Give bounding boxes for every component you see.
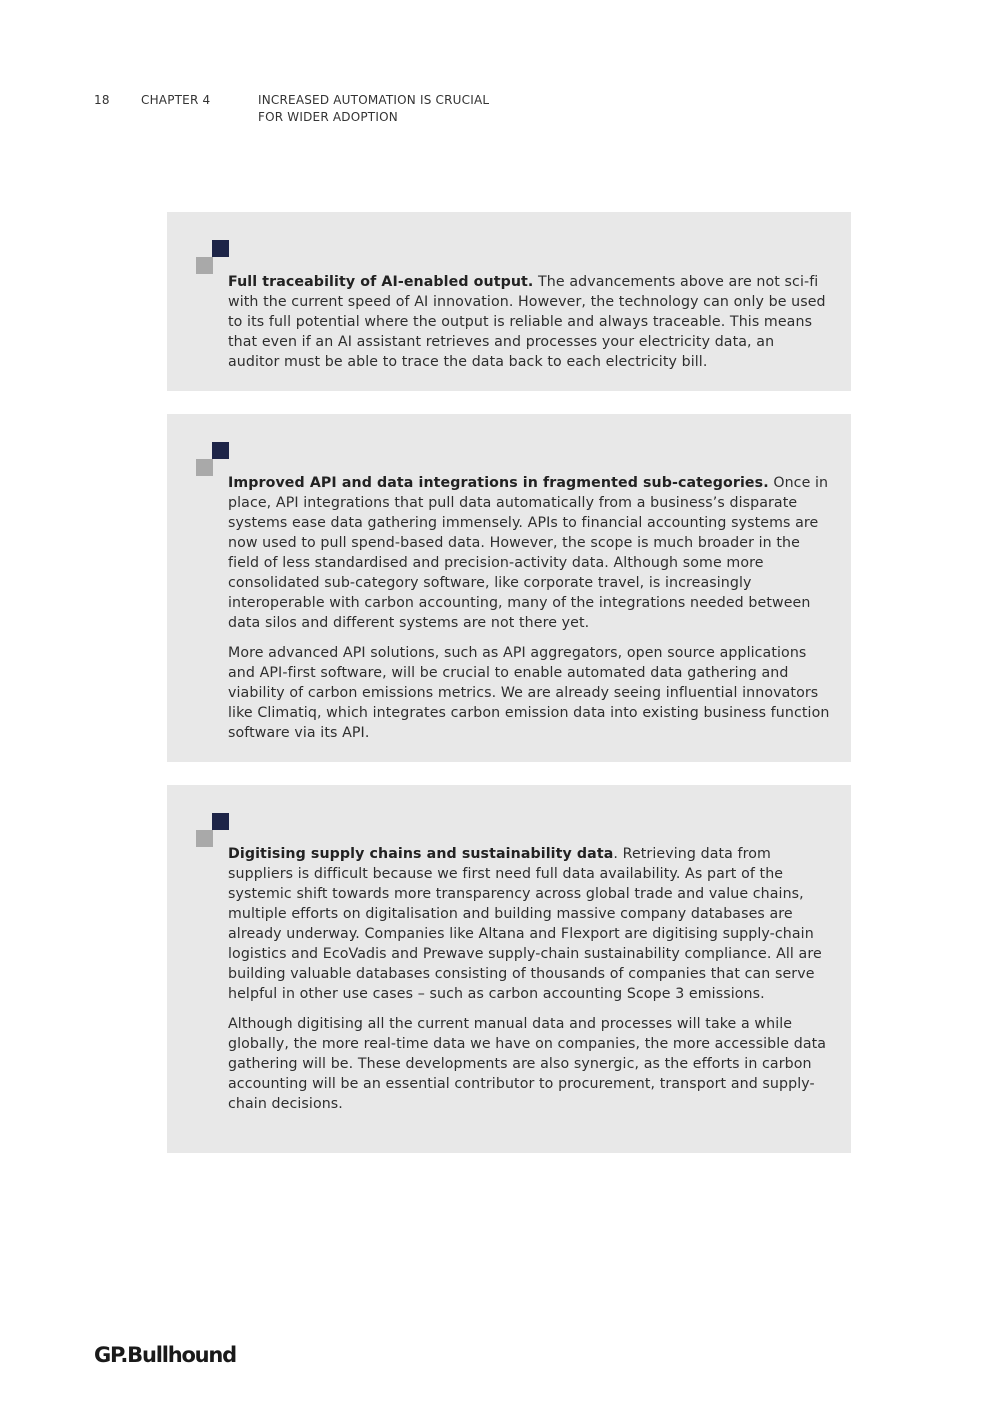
paragraph-body: . Retrieving data from suppliers is difficult because we first need full data availability. As part of the systemic shift towards more transparency across global trade and value chains, multiple efforts on digitalisation and building massive company databases are already underway. Companies like Altana and Flexport are digitising supply-chain logistics and EcoVadis and Prewave supply-chain sustainability compliance. All are building valuable databases consisting of thousands of companies that can serve helpful in other use cases – such as carbon accounting Scope 3 emissions. [228, 846, 822, 1002]
bullet-squares-icon [196, 240, 230, 274]
paragraph [228, 844, 830, 1004]
paragraph-body: The advancements above are not sci-fi with the current speed of AI innovation. However, the technology can only be used to its full potential where the output is reliable and always traceable. This means that even if an AI assistant retrieves and processes your electricity data, an auditor must be able to trace the data back to each electricity bill. [228, 274, 826, 370]
callout-text [228, 473, 830, 753]
paragraph: Although digitising all the current manual data and processes will take a while globally, the more real-time data we have on companies, the more accessible data gathering will be. These developments are also synergic, as the efforts in carbon accounting will be an essential contributor to procurement, transport and supply-chain decisions. [228, 1016, 827, 1112]
callout-text [228, 844, 830, 1124]
callout-box-api-integrations [167, 414, 851, 762]
chapter-title-line-2: FOR WIDER ADOPTION [258, 110, 398, 124]
chapter-title-line-1: INCREASED AUTOMATION IS CRUCIAL [258, 93, 490, 107]
page-number: 18 [94, 93, 110, 107]
callout-text [228, 272, 830, 382]
bullet-squares-icon [196, 813, 230, 847]
chapter-title [258, 92, 518, 126]
callout-heading: Improved API and data integrations in fragmented sub-categories. [228, 475, 769, 491]
callout-heading: Digitising supply chains and sustainability data [228, 846, 614, 862]
paragraph: More advanced API solutions, such as API aggregators, open source applications and API-first software, will be crucial to enable automated data gathering and viability of carbon emissions metrics. We are already seeing influential innovators like Climatiq, which integrates carbon emission data into existing business function software via its API. [228, 645, 830, 741]
gp-bullhound-logo: GP.Bullhound [94, 1343, 237, 1367]
bullet-squares-icon [196, 442, 230, 476]
callout-heading: Full traceability of AI-enabled output. [228, 274, 534, 290]
paragraph-body: Once in place, API integrations that pull data automatically from a business’s disparate systems ease data gathering immensely. APIs to financial accounting systems are now used to pull spend-based data. However, the scope is much broader in the field of less standardised and precision-activity data. Although some more consolidated sub-category software, like corporate travel, is increasingly interoperable with carbon accounting, many of the integrations needed between data silos and different systems are not there yet. [228, 475, 829, 631]
callout-box-traceability [167, 212, 851, 391]
paragraph [228, 272, 830, 372]
paragraph [228, 473, 830, 633]
callout-box-supply-chains [167, 785, 851, 1153]
chapter-label: CHAPTER 4 [141, 93, 211, 107]
